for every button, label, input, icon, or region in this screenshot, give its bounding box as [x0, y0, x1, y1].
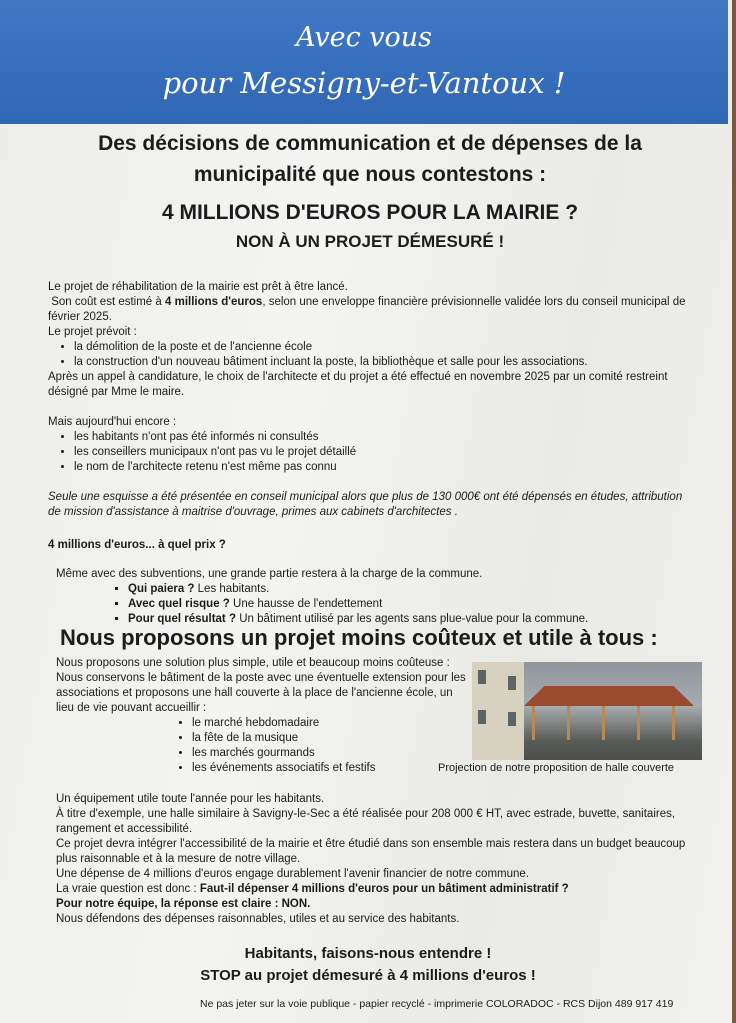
- header-line-1: Avec vous: [295, 22, 433, 53]
- list-item: • les habitants n'ont pas été informés ni consultés: [74, 430, 698, 445]
- subtitle: NON À UN PROJET DÉMESURÉ !: [235, 232, 505, 251]
- list-item: • les événements associatifs et festifs: [192, 761, 468, 776]
- list-item: • la construction d'un nouveau bâtiment incluant la poste, la bibliothèque et salle pour les associations.: [74, 355, 698, 370]
- call-line-2: STOP au projet démesuré à 4 millions d'euros !: [200, 967, 536, 984]
- list-item: • la fête de la musique: [192, 731, 468, 746]
- answer: Une hausse de l'endettement: [229, 598, 383, 610]
- list-item: • le marché hebdomadaire: [192, 716, 468, 731]
- closing-section: [56, 792, 696, 927]
- text: , selon une enveloppe financière prévisionnelle validée lors du conseil municipal de février 2025.: [48, 296, 686, 323]
- header-banner: [0, 0, 728, 124]
- photo-caption: Projection de notre proposition de halle couverte: [438, 762, 675, 774]
- cost-bold: 4 millions d'euros: [165, 296, 263, 308]
- closing-line: Ce projet devra intégrer l'accessibilité de la mairie et être étudié dans son ensemble mais restera dans un budget beaucoup plus raisonnable et à la mesure de notre village.: [56, 838, 686, 865]
- call-line-1: Habitants, faisons-nous entendre !: [244, 945, 492, 962]
- price-section: [48, 538, 708, 627]
- price-text: Même avec des subventions, une grande partie restera à la charge de la commune.: [56, 568, 483, 580]
- today-list: [48, 430, 698, 475]
- proposal-section: [56, 656, 468, 776]
- footer: Ne pas jeter sur la voie publique - papier recyclé - imprimerie COLORADOC - RCS Dijon 489 917 419: [200, 998, 674, 1010]
- intro-section: [48, 280, 698, 520]
- covered-hall-photo: [472, 662, 702, 760]
- list-item: • le nom de l'architecte retenu n'est même pas connu: [74, 460, 698, 475]
- price-heading: 4 millions d'euros... à quel prix ?: [48, 539, 226, 551]
- today-label: Mais aujourd'hui encore :: [48, 416, 177, 428]
- title: 4 MILLIONS D'EUROS POUR LA MAIRIE ?: [161, 201, 579, 224]
- list-item: • les conseillers municipaux n'ont pas vu le projet détaillé: [74, 445, 698, 460]
- proposal-list: [56, 716, 468, 776]
- intro-p4: Après un appel à candidature, le choix de l'architecte et du projet a été effectué en novembre 2025 par un comité restreint désigné par Mme le maire.: [48, 371, 668, 398]
- list-item: [128, 582, 708, 597]
- closing-line: Un équipement utile toute l'année pour les habitants.: [56, 793, 325, 805]
- closing-line: À titre d'exemple, une halle similaire à Savigny-le-Sec a été réalisée pour 208 000 € HT, avec estrade, buvette, sanitaires, rangement et accessibilité.: [56, 808, 676, 835]
- answer: Les habitants.: [194, 583, 270, 595]
- closing-line: [56, 882, 696, 897]
- key-question: Faut-il dépenser 4 millions d'euros pour un bâtiment administratif ?: [199, 883, 569, 895]
- proposal-text: Nous proposons une solution plus simple, utile et beaucoup moins coûteuse : Nous conservons le bâtiment de la poste avec une éventuelle extension pour les associations et proposons une hall couverte à la place de l'ancienne école, un lieu de vie pouvant accueillir :: [56, 657, 466, 714]
- intro-p3: Le projet prévoit :: [48, 326, 137, 338]
- price-list: [48, 582, 708, 627]
- intro-p1: Le projet de réhabilitation de la mairie est prêt à être lancé.: [48, 281, 348, 293]
- intro-p2: [48, 295, 698, 325]
- text: Son coût est estimé à: [51, 296, 165, 308]
- closing-line: Une dépense de 4 millions d'euros engage durablement l'avenir financier de notre commune.: [56, 868, 529, 880]
- list-item: • la démolition de la poste et de l'ancienne école: [74, 340, 698, 355]
- text: La vraie question est donc :: [56, 883, 200, 895]
- question: Qui paiera ?: [128, 583, 195, 595]
- headline: Des décisions de communication et de dépenses de la municipalité que nous contestons :: [98, 132, 642, 186]
- answer-line: Pour notre équipe, la réponse est claire : NON.: [56, 898, 311, 910]
- today-note: Seule une esquisse a été présentée en conseil municipal alors que plus de 130 000€ ont été dépensés en études, attribution de mission d'assistance à maitrise d'ouvrage, primes aux cabinets d'architectes .: [48, 491, 683, 518]
- question: Pour quel résultat ?: [128, 613, 236, 625]
- question: Avec quel risque ?: [128, 598, 230, 610]
- header-line-2: pour Messigny-et-Vantoux !: [162, 66, 566, 100]
- answer: Un bâtiment utilisé par les agents sans plue-value pour la commune.: [236, 613, 589, 625]
- intro-list: [48, 340, 698, 370]
- list-item: • les marchés gourmands: [192, 746, 468, 761]
- closing-line: Nous défendons des dépenses raisonnables, utiles et au service des habitants.: [56, 913, 460, 925]
- list-item: [128, 597, 708, 612]
- proposal-heading: Nous proposons un projet moins coûteux et utile à tous :: [60, 625, 658, 650]
